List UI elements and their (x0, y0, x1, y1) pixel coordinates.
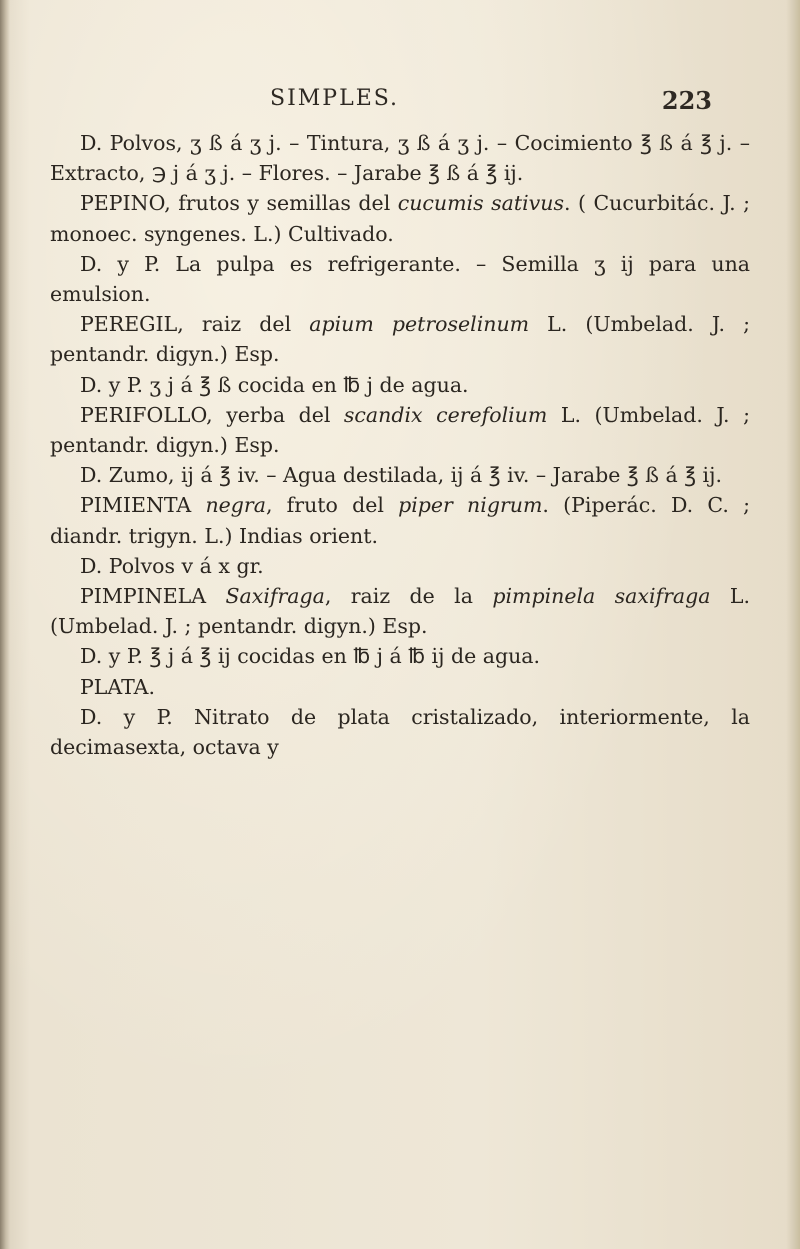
entry-plata: PLATA. (80, 674, 155, 699)
paragraph-dose-3: D. y P. ʒ j á ℥ ß cocida en ℔ j de agua. (80, 372, 469, 397)
paragraph-dose-4: D. Zumo, ij á ℥ iv. – Agua destilada, ij á ℥ iv. – Jarabe ℥ ß á ℥ ij. (80, 463, 722, 488)
text-body (50, 128, 750, 762)
entry-peregil: PEREGIL, raiz del apium petroselinum L. (Umbelad. J. ; pentandr. digyn.) Esp. (50, 312, 750, 367)
paragraph-dose-6: D. y P. ℥ j á ℥ ij cocidas en ℔ j á ℔ ij de agua. (80, 644, 541, 669)
running-title: SIMPLES. (270, 86, 400, 111)
paragraph-dose-1: D. Polvos, ʒ ß á ʒ j. – Tintura, ʒ ß á ʒ j. – Cocimiento ℥ ß á ℥ j. – Extracto, ℈ j á ʒ j. – Flores. – Jarabe ℥ ß á ℥ ij. (50, 131, 750, 186)
entry-pimienta: PIMIENTA negra, fruto del piper nigrum. (Piperác. D. C. ; diandr. trigyn. L.) Indias orient. (50, 493, 750, 548)
entry-pimpinela: PIMPINELA Saxifraga, raiz de la pimpinela saxifraga L. (Umbelad. J. ; pentandr. digyn.) Esp. (50, 584, 751, 639)
page-edge-shadow (786, 0, 800, 1249)
page-binding-shadow (0, 0, 10, 1249)
entry-perifollo: PERIFOLLO, yerba del scandix cerefolium L. (Umbelad. J. ; pentandr. digyn.) Esp. (50, 402, 750, 458)
page-number: 223 (661, 86, 712, 115)
entry-pepino: PEPINO, frutos y semillas del cucumis sativus. ( Cucurbitác. J. ; monoec. syngenes. L.) Cultivado. (50, 191, 750, 246)
paragraph-dose-7: D. y P. Nitrato de plata cristalizado, interiormente, la decimasexta, octava y (50, 704, 750, 760)
paragraph-dose-5: D. Polvos v á x gr. (80, 553, 264, 578)
page-header (60, 86, 740, 122)
paragraph-dose-2: D. y P. La pulpa es refrigerante. – Semilla ʒ ij para una emulsion. (50, 251, 750, 307)
